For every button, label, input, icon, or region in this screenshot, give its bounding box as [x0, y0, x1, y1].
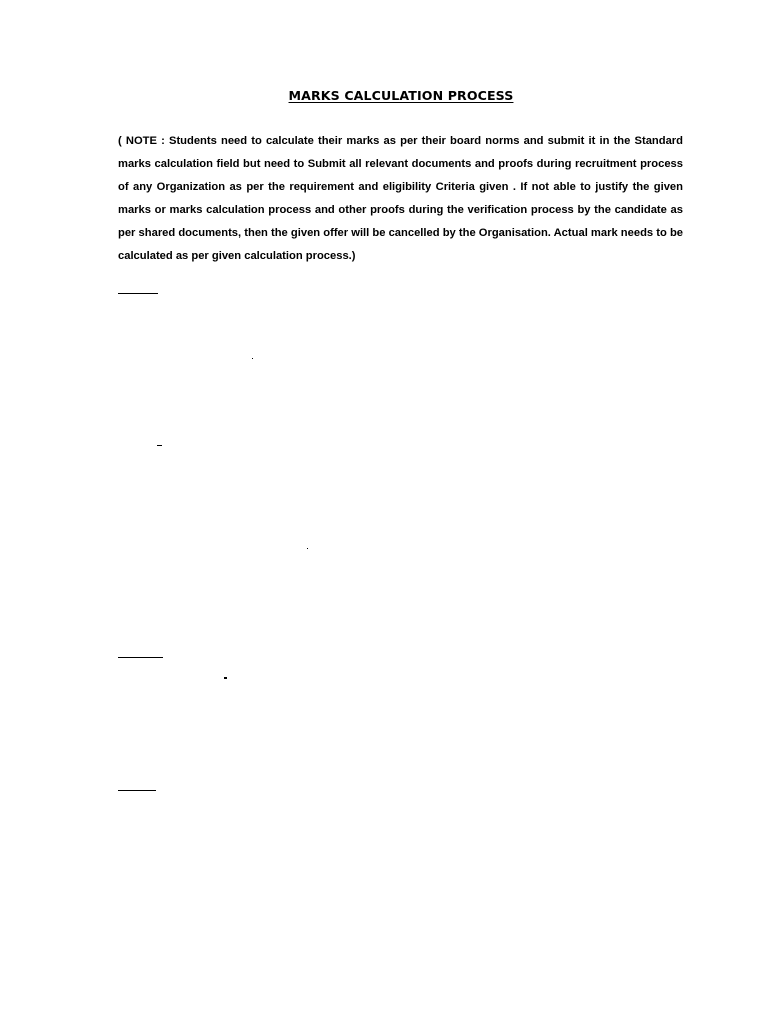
page-title: MARKS CALCULATION PROCESS [288, 88, 514, 103]
underline-segment [118, 790, 156, 791]
note-paragraph: ( NOTE : Students need to calculate their marks as per their board norms and submit it in the Standard marks calculation field but need to Submit all relevant documents and proofs during recruitment process of any Organization as per the requirement and eligibility Criteria given . If not able to justify the given marks or marks calculation process and other proofs during the verification process by the candidate as per shared documents, then the given offer will be cancelled by the Organisation. Actual mark needs to be calculated as per given calculation process.) [118, 135, 683, 262]
dot-mark [224, 677, 227, 679]
dot-mark [252, 358, 253, 359]
dash-mark [157, 445, 162, 446]
dot-mark [307, 548, 308, 549]
underline-segment [118, 657, 163, 658]
underline-segment [118, 293, 158, 294]
